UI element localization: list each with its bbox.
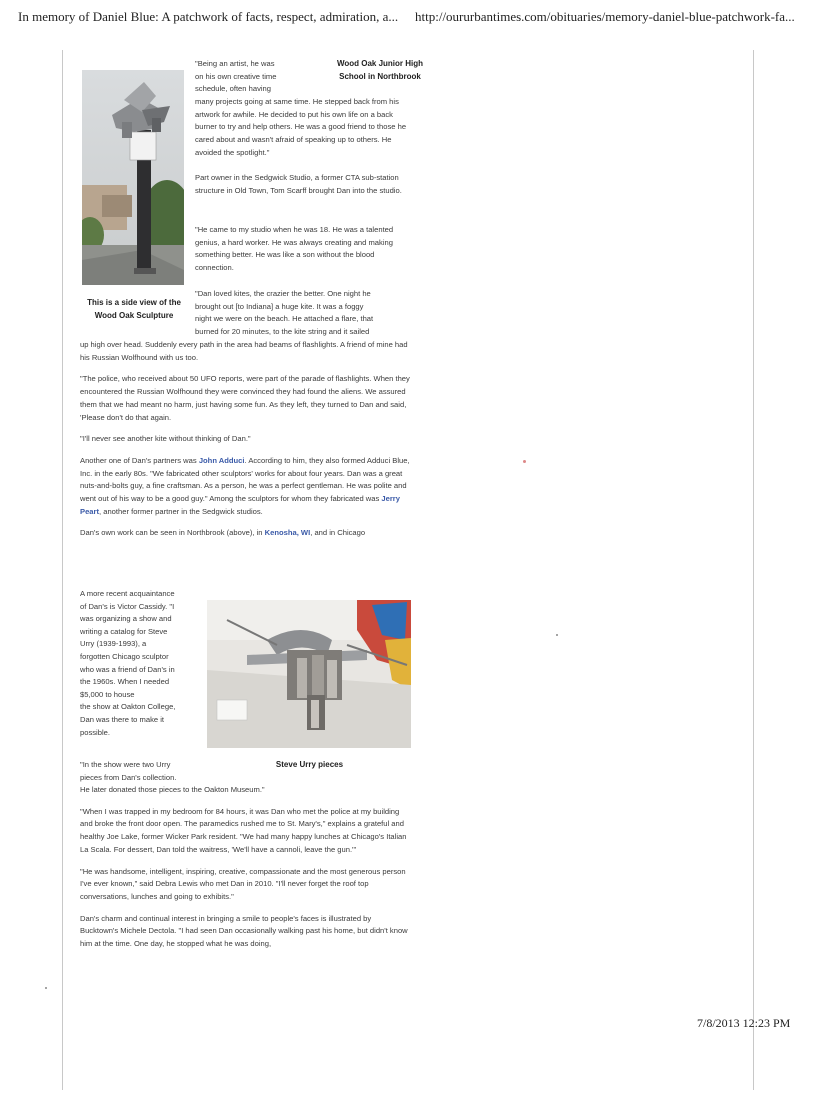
page-header-url[interactable]: http://oururbantimes.com/obituaries/memory-daniel-blue-patchwork-fa... [415,9,795,24]
cassidy-line: writing a catalog for Steve [80,626,168,636]
school-caption-line2: School in Northbrook [339,71,421,81]
own-work-paragraph [80,527,411,540]
kite-line-3: night we were on the beach. He attached a flare, that [195,314,374,324]
urry-show-paragraph [80,759,280,784]
kite-line-4: burned for 20 minutes, to the kite string and it sailed [195,327,370,337]
genius-paragraph [195,224,411,275]
adduci-text-middle: . According to him, they also formed Adduci Blue, Inc. in the early 80s. "We fabricated other sculptors' works for about four years. Dan was a great nuts-and-bolts guy, a fine craftsman. As a person, he was a perfect gentleman. He was polite and went out of his way to be a good guy." Among the sculptors for whom they fabricated was [80,455,410,504]
scan-speck [523,460,526,463]
cassidy-line: A more recent acquaintance [80,589,175,598]
jerry-peart-link[interactable]: Jerry Peart [80,494,400,516]
kite-line-1: "Dan loved kites, the crazier the better. One night he [195,289,371,298]
steve-urry-pieces-photo [207,600,411,748]
cassidy-line: Urry (1939-1993), a [80,639,147,649]
cassidy-line: the show at Oakton College, [80,702,176,712]
michele-dectola-paragraph: Dan's charm and continual interest in bringing a smile to people's faces is illustrated by Bucktown's Michele Dectola. "I had seen Dan occasionally walking past his home, but didn't know him at the time. One day, he stopped what he was doing, [80,913,408,949]
cassidy-line: $5,000 to house [80,689,135,699]
cassidy-line: Dan was there to make it [80,714,164,724]
cassidy-line: possible. [80,727,110,737]
page-header-title: In memory of Daniel Blue: A patchwork of facts, respect, admiration, a... [18,9,399,24]
never-kite-paragraph: "I'll never see another kite without thinking of Dan." [80,434,251,444]
school-caption [330,58,430,83]
own-work-text-after: , and in Chicago [310,528,366,538]
studio-text: Part owner in the Sedgwick Studio, a former CTA sub-station structure in Old Town, Tom Scarff brought Dan into the studio. [195,173,402,195]
cassidy-paragraph [80,588,202,739]
adduci-text-after: , another former partner in the Sedgwick studios. [99,506,263,516]
police-paragraph: "The police, who received about 50 UFO reports, were part of the parade of flashlights. When they encountered the Russian Wolfhound they were convinced they had found the aliens. We assured them that we had meant no harm, just having some fun. As they left, they turned to Dan and said, 'Please don't do that again. [80,374,410,422]
intro-line-1: "Being an artist, he was [195,59,275,68]
cassidy-line: of Dan's is Victor Cassidy. "I [80,601,175,611]
adduci-paragraph [80,455,411,519]
genius-text: "He came to my studio when he was 18. He was a talented genius, a hard worker. He was always creating and making something better. He was like a son without the blood connection. [195,225,394,273]
kite-rest-text: up high over head. Suddenly every path in the area had beams of flashlights. A friend of mine had his Russian Wolfhound with us too. [80,340,408,362]
intro-line-3: schedule, often having [195,84,271,94]
kenosha-link[interactable]: Kenosha, WI [264,528,311,538]
scan-speck [45,987,47,989]
kite-line-2: brought out [to Indiana] a huge kite. It was a foggy [195,301,364,311]
steve-urry-caption: Steve Urry pieces [275,760,344,769]
debra-lewis-paragraph: "He was handsome, intelligent, inspiring, creative, compassionate and the most generous person I've ever known," said Debra Lewis who met Dan in 2010. "I'll never forget the roof top conversations, lunches and going to exhibits." [80,866,406,901]
article-body-2 [80,784,411,960]
article-body-1 [80,339,411,549]
print-timestamp: 7/8/2013 12:23 PM [697,1016,791,1030]
cassidy-line: who was a friend of Dan's in [80,664,175,674]
intro-rest-text: many projects going at same time. He stepped back from his artwork for awhile. He decided to put his own life on a back burner to try and help others. He was a good friend to those he cared about and wasn't afraid of speaking up to others. He avoided the spotlight." [195,97,407,157]
school-caption-line1: Wood Oak Junior High [336,59,424,68]
adduci-text-before: Another one of Dan's partners was [80,455,199,465]
urry-show-line-1: "In the show were two Urry [80,760,171,769]
intro-quote-rest [195,96,411,160]
side-view-caption-line2: Wood Oak Sculpture [94,310,174,320]
intro-line-2: on his own creative time [195,71,277,81]
urry-show-line-2: pieces from Dan's collection. [80,772,177,782]
kite-paragraph-start [195,288,415,339]
side-view-caption [78,297,190,322]
cassidy-line: the 1960s. When I needed [80,677,170,687]
own-work-text-before: Dan's own work can be seen in Northbrook (above), in [80,528,265,538]
scan-speck [556,634,558,636]
urry-show-line-3: He later donated those pieces to the Oakton Museum." [80,785,265,794]
cassidy-line: forgotten Chicago sculptor [80,651,169,661]
cassidy-line: was organizing a show and [80,614,172,624]
wood-oak-sculpture-photo [82,70,184,285]
intro-quote-start [195,58,325,96]
studio-paragraph [195,172,411,197]
joe-lake-paragraph: "When I was trapped in my bedroom for 84 hours, it was Dan who met the police at my building and broke the front door open. The paramedics rushed me to St. Mary's," explains a grateful and healthy Joe Lake, former Wicker Park resident. "We had many happy lunches at Chicago's Italian La Scala. For dessert, Dan told the waitress, 'We'll have a cannoli, leave the gun.'" [80,806,407,854]
side-view-caption-line1: This is a side view of the [87,298,181,307]
john-adduci-link[interactable]: John Adduci [198,455,245,465]
